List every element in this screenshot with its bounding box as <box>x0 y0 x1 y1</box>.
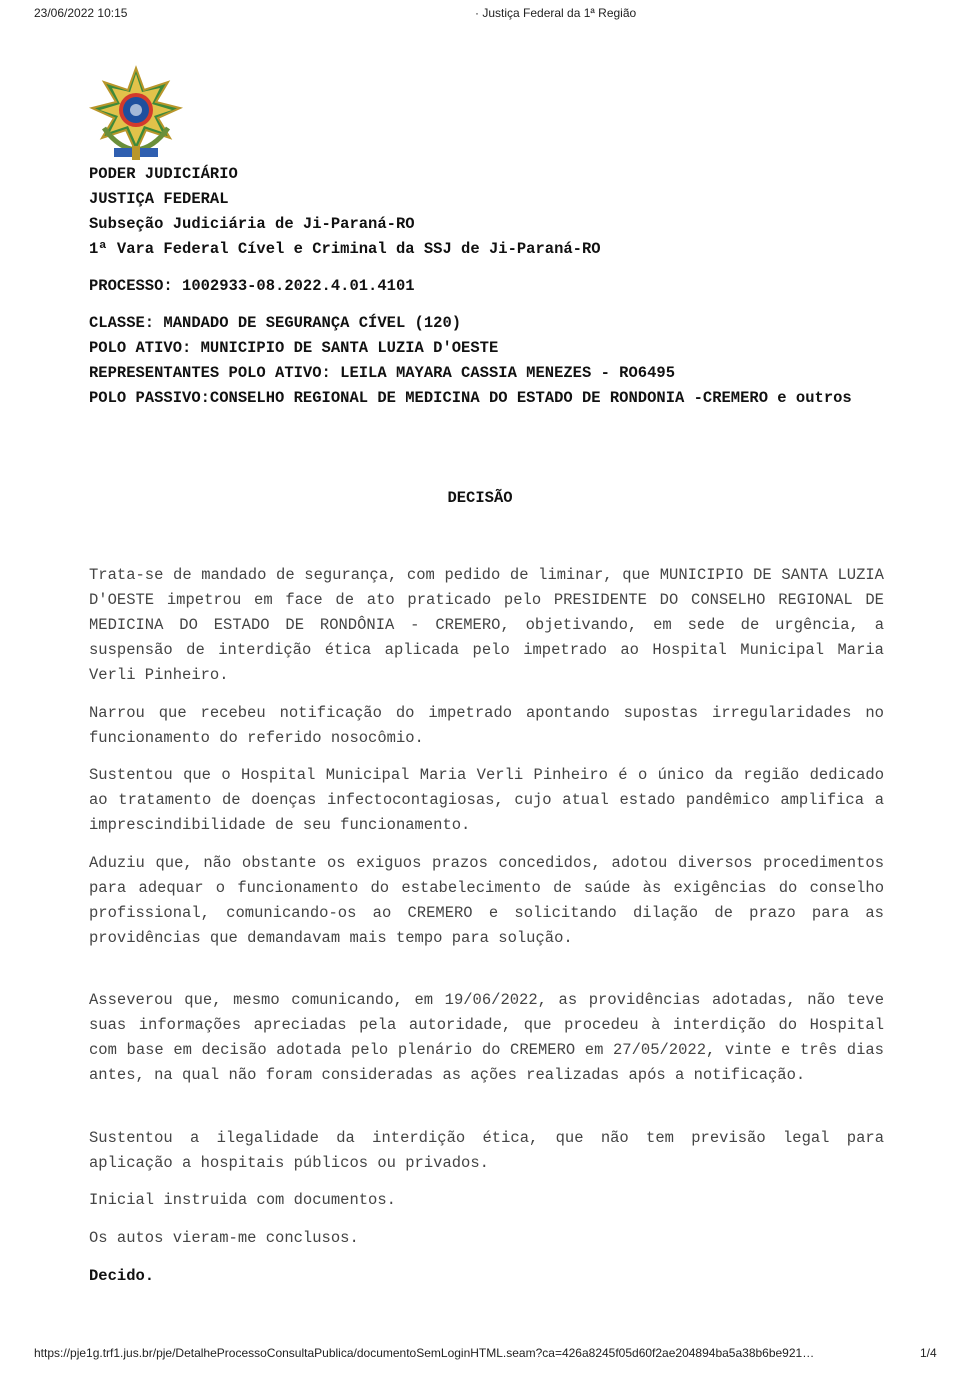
header-processo: PROCESSO: 1002933-08.2022.4.01.4101 <box>89 277 415 295</box>
document-header <box>89 162 885 411</box>
paragraph-6: Sustentou a ilegalidade da interdição ética, que não tem previsão legal para aplicação a hospitais públicos ou privados. <box>89 1129 884 1172</box>
paragraph-2: Narrou que recebeu notificação do impetrado apontando supostas irregularidades no funcionamento do referido nosocômio. <box>89 704 884 747</box>
paragraph-5: Asseverou que, mesmo comunicando, em 19/06/2022, as providências adotadas, não teve suas informações apreciadas pela autoridade, que procedeu à interdição do Hospital com base em decisão adotada pelo plenário do CREMERO em 27/05/2022, vinte e três dias antes, na qual não foram consideradas as ações realizadas após a notificação. <box>89 991 884 1084</box>
paragraph-4: Aduziu que, não obstante os exiguos prazos concedidos, adotou diversos procedimentos para adequar o funcionamento do estabelecimento de saúde às exigências do conselho profissional, comunicando-os ao CREMERO e solicitando dilação de prazo para as providências que demandavam mais tempo para solução. <box>89 854 884 947</box>
header-representantes: REPRESENTANTES POLO ATIVO: LEILA MAYARA CASSIA MENEZES - RO6495 <box>89 364 675 382</box>
brazil-coat-of-arms-emblem <box>88 64 184 162</box>
print-datetime: 23/06/2022 10:15 <box>34 6 128 20</box>
print-url: https://pje1g.trf1.jus.br/pje/DetalheProcessoConsultaPublica/documentoSemLoginHTML.seam?ca=426a8245f05d60f2ae204894ba5a38b6be921… <box>34 1346 815 1360</box>
header-justica-federal: JUSTIÇA FEDERAL <box>89 190 229 208</box>
document-title: DECISÃO <box>447 489 513 507</box>
print-page-number: 1/4 <box>920 1346 937 1360</box>
paragraph-7: Inicial instruida com documentos. <box>89 1191 396 1209</box>
header-polo-ativo: POLO ATIVO: MUNICIPIO DE SANTA LUZIA D'OESTE <box>89 339 499 357</box>
header-poder-judiciario: PODER JUDICIÁRIO <box>89 165 238 183</box>
paragraph-3: Sustentou que o Hospital Municipal Maria Verli Pinheiro é o único da região dedicado ao tratamento de doenças infectocontagiosas, cujo atual estado pandêmico amplifica a imprescindibilidade de seu funcionamento. <box>89 766 884 834</box>
print-page-title: · Justiça Federal da 1ª Região <box>475 6 637 20</box>
paragraph-8: Os autos vieram-me conclusos. <box>89 1229 359 1247</box>
header-vara: 1ª Vara Federal Cível e Criminal da SSJ de Ji-Paraná-RO <box>89 240 601 258</box>
closing-decido: Decido. <box>89 1267 155 1285</box>
header-subsecao: Subseção Judiciária de Ji-Paraná-RO <box>89 215 415 233</box>
header-classe: CLASSE: MANDADO DE SEGURANÇA CÍVEL (120) <box>89 314 462 332</box>
header-polo-passivo: POLO PASSIVO:CONSELHO REGIONAL DE MEDICINA DO ESTADO DE RONDONIA -CREMERO e outros <box>89 389 852 407</box>
paragraph-1: Trata-se de mandado de segurança, com pedido de liminar, que MUNICIPIO DE SANTA LUZIA D'OESTE impetrou em face de ato praticado pelo PRESIDENTE DO CONSELHO REGIONAL DE MEDICINA DO ESTADO DE RONDÔNIA - CREMERO, objetivando, em sede de urgência, a suspensão de interdição ética aplicada pelo impetrado ao Hospital Municipal Maria Verli Pinheiro. <box>89 566 884 684</box>
